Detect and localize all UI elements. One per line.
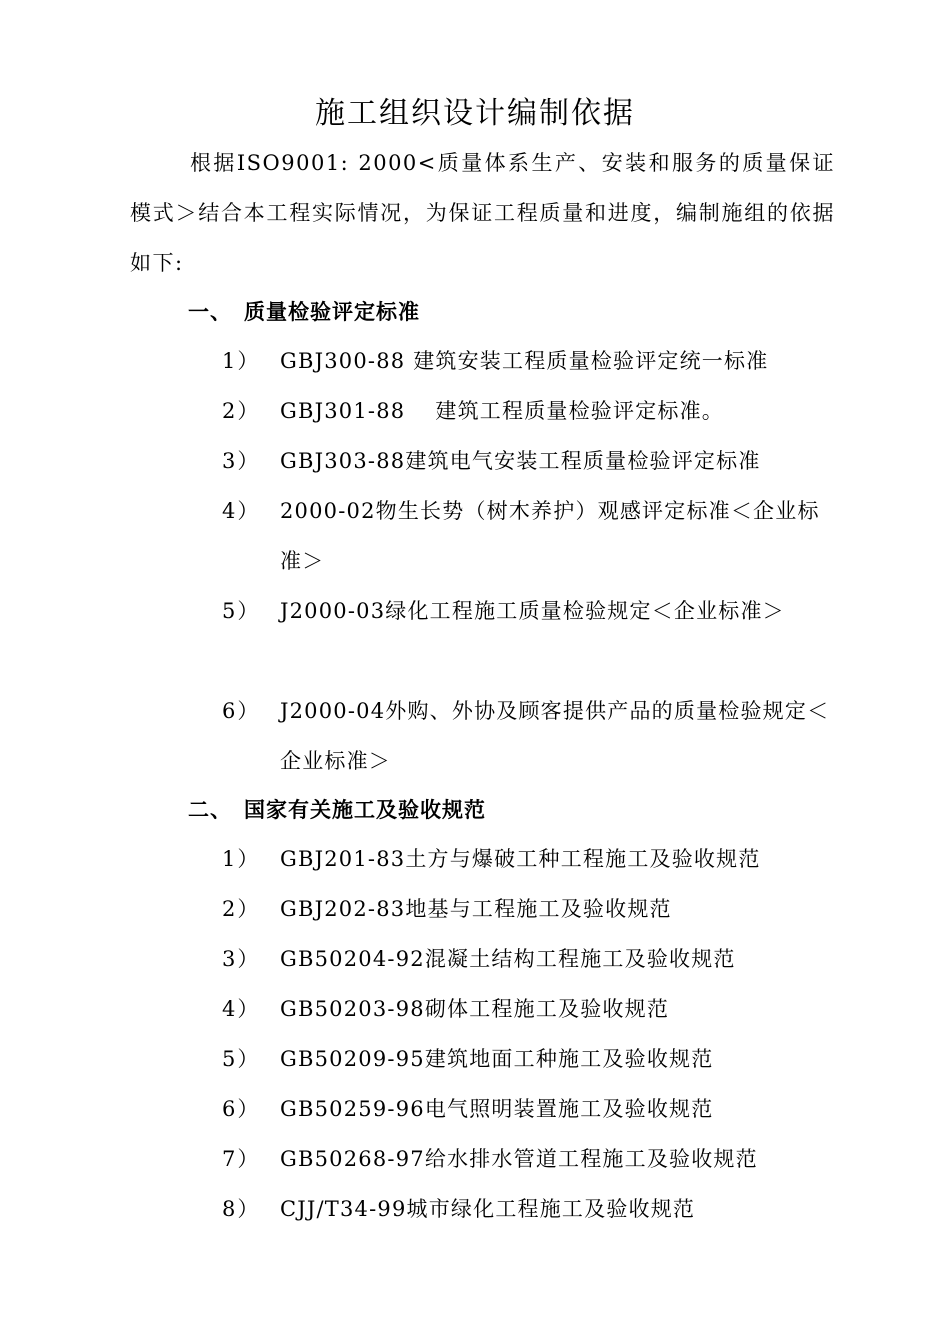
item-number: 1）	[222, 847, 261, 871]
item-text: CJJ/T34-99城市绿化工程施工及验收规范	[280, 1197, 696, 1221]
item-number: 2）	[222, 897, 261, 921]
item-text: GB50268-97给水排水管道工程施工及验收规范	[280, 1147, 758, 1171]
item-number: 5）	[222, 1047, 261, 1071]
item-number: 8）	[222, 1197, 261, 1221]
item-text: GBJ303-88建筑电气安装工程质量检验评定标准	[280, 449, 761, 473]
section-heading-construction-codes	[188, 794, 486, 824]
item-text: GBJ300-88 建筑安装工程质量检验评定统一标准	[280, 349, 769, 373]
item-text: GBJ202-83地基与工程施工及验收规范	[280, 897, 672, 921]
intro-paragraph: 根据ISO9001: 2000<质量体系生产、安装和服务的质量保证模式＞结合本工程实际情况，为保证工程质量和进度，编制施组的依据如下:	[130, 151, 835, 275]
item-number: 5）	[222, 599, 261, 623]
section-number: 二、	[188, 797, 232, 822]
item-number: 4）	[222, 499, 261, 523]
item-text: GB50209-95建筑地面工种施工及验收规范	[280, 1047, 714, 1071]
section-heading-quality-standards	[188, 296, 420, 326]
item-number: 1）	[222, 349, 261, 373]
item-text: GB50203-98砌体工程施工及验收规范	[280, 997, 670, 1021]
item-text: J2000-03绿化工程施工质量检验规定＜企业标准＞	[280, 599, 785, 623]
item-text: GBJ301-88 建筑工程质量检验评定标准。	[280, 399, 724, 423]
section-title: 国家有关施工及验收规范	[244, 797, 486, 822]
item-text: GB50204-92混凝土结构工程施工及验收规范	[280, 947, 736, 971]
item-text: GBJ201-83土方与爆破工种工程施工及验收规范	[280, 847, 761, 871]
item-text: J2000-04外购、外协及顾客提供产品的质量检验规定＜企业标准＞	[280, 699, 830, 773]
item-number: 6）	[222, 1097, 261, 1121]
item-text: 2000-02物生长势（树木养护）观感评定标准＜企业标准＞	[280, 499, 820, 573]
item-number: 6）	[222, 699, 261, 723]
item-text: GB50259-96电气照明装置施工及验收规范	[280, 1097, 714, 1121]
item-number: 3）	[222, 449, 261, 473]
section-title: 质量检验评定标准	[244, 299, 420, 324]
item-number: 3）	[222, 947, 261, 971]
item-number: 2）	[222, 399, 261, 423]
document-title: 施工组织设计编制依据	[315, 96, 635, 131]
item-number: 7）	[222, 1147, 261, 1171]
item-number: 4）	[222, 997, 261, 1021]
section-number: 一、	[188, 299, 232, 324]
